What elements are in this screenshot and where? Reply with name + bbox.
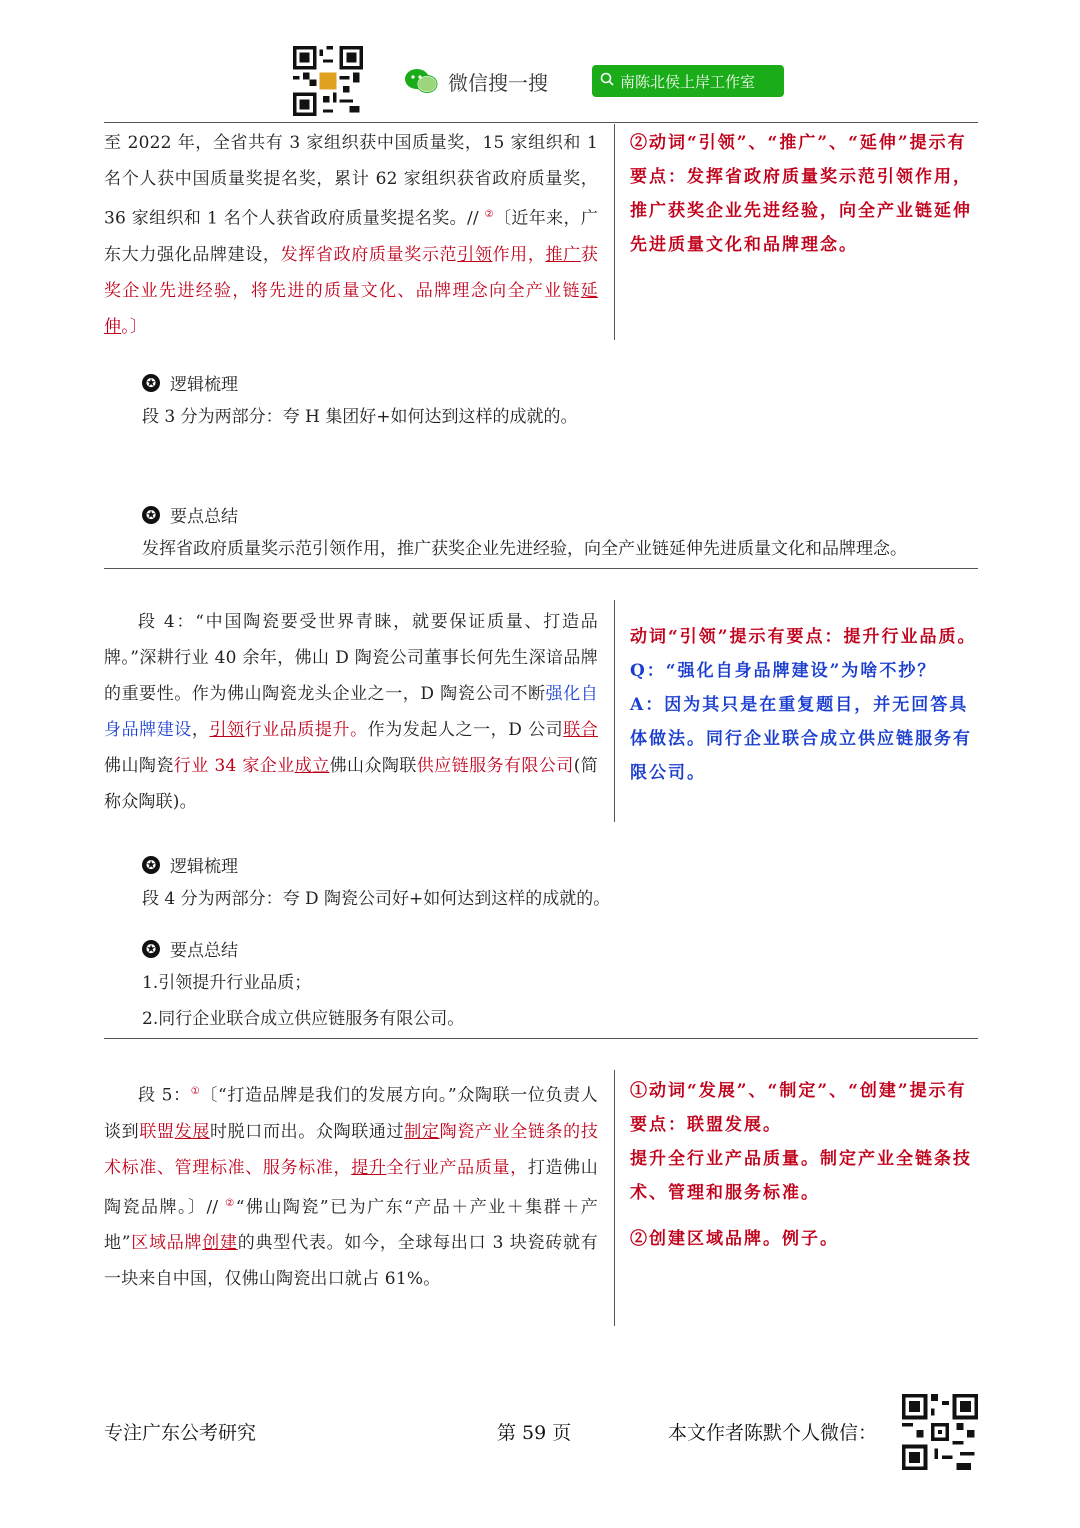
para1-highlight-b: 作用，: [492, 244, 546, 265]
logic-heading-label: 逻辑梳理: [170, 857, 238, 877]
search-button[interactable]: [592, 65, 784, 97]
paragraph-block-1: [104, 125, 598, 345]
logic-heading-1: [142, 370, 238, 395]
para3-text-b: 〔“打造品牌是我们的发展方向。”众陶联一位负责人谈到: [104, 1085, 598, 1142]
para2-text: 段 4：“中国陶瓷要受世界青睐，就要保证质量、打造品牌。”深耕行业 40 余年，佛山 D 陶瓷公司董事长何先生深谙品牌的重要性。作为佛山陶瓷龙头企业之一，D 陶瓷公司不断: [104, 612, 598, 704]
para3-verb-chuangjian: 创建: [202, 1233, 238, 1254]
para3-text-g: “佛山陶瓷”已为广东“产品＋产业＋集群＋产地”: [104, 1197, 598, 1254]
para1-highlight-d: 。〕: [121, 316, 148, 337]
search-icon: [600, 72, 614, 90]
para2-comma: ，: [191, 720, 210, 740]
column-divider-3: [614, 1070, 615, 1326]
section-divider-2: [104, 1038, 978, 1039]
para1-text-b: 〔近年来，广东大力强化品牌建设，: [104, 208, 599, 265]
note3-line3: ②创建区域品牌。例子。: [630, 1229, 839, 1249]
para3-verb-tisheng: 提升: [351, 1157, 387, 1178]
para3-label: 段 5：: [138, 1085, 191, 1106]
para2-text-f: 作为发起人之一，D 公司: [367, 720, 564, 740]
logic-heading-2: [142, 852, 238, 877]
para2-verb-chengli: 成立: [294, 756, 330, 776]
summary-heading-label: 要点总结: [170, 507, 238, 527]
para1-verb-yinling: 引领: [457, 244, 493, 265]
wechat-logo-icon: [404, 67, 440, 95]
summary-heading-2: [142, 936, 238, 961]
summary-text-1: 发挥省政府质量奖示范引领作用，推广获奖企业先进经验，向全产业链延伸先进质量文化和品牌理念。: [142, 539, 907, 559]
logic-heading-label: 逻辑梳理: [170, 375, 238, 395]
note2-line1: 动词“引领”提示有要点：提升行业品质。: [630, 627, 977, 647]
star-bullet-icon: ✪: [142, 940, 160, 958]
summary-heading-label: 要点总结: [170, 941, 238, 961]
para1-verb-tuiguang: 推广: [545, 244, 581, 265]
note-block-3: [630, 1074, 980, 1256]
para2-highlight: 行业品质提升。: [244, 720, 368, 740]
logic-text-1: 段 3 分为两部分：夸 H 集团好+如何达到这样的成就的。: [142, 407, 578, 427]
footer-qr-code: [902, 1394, 978, 1470]
para2-text-k: 佛山众陶联: [329, 756, 417, 776]
wechat-search-label: 微信搜一搜: [448, 70, 548, 95]
footer-page-number: 第 59 页: [497, 1422, 572, 1444]
header-divider: [104, 122, 978, 123]
summary2-item-1: 1.引领提升行业品质；: [142, 973, 312, 993]
para2-highlight-i: 行业 34 家企业: [173, 756, 295, 776]
para3-verb-zhiding: 制定: [404, 1121, 440, 1142]
para1-text: 至 2022 年，全省共有 3 家组织获中国质量奖，15 家组织和 1 名个人获中国质量奖提名奖，累计 62 家组织获省政府质量奖，36 家组织和 1 名个人获省政府质量奖提名奖。//: [104, 133, 598, 229]
note-block-1: ②动词“引领”、“推广”、“延伸”提示有要点：发挥省政府质量奖示范引领作用，推广获奖企业先进经验，向全产业链延伸先进质量文化和品牌理念。: [630, 133, 972, 255]
para3-highlight-e4: 全行业产品质量，: [386, 1157, 528, 1178]
paragraph-block-3: [104, 1074, 598, 1297]
para2-brand-building: 强化自身品牌建设: [104, 684, 598, 740]
para2-verb-lianhe: 联合: [563, 720, 599, 740]
footer-right: 本文作者陈默个人微信：: [668, 1422, 878, 1444]
para1-marker: ②: [484, 209, 494, 220]
para3-text-f: 打造佛山陶瓷品牌。〕//: [104, 1157, 598, 1218]
search-label: 南陈北侯上岸工作室: [620, 72, 756, 91]
para2-text-h: 佛山陶瓷: [104, 756, 174, 776]
note2-question: Q：“强化自身品牌建设”为啥不抄？: [630, 661, 937, 681]
note2-answer: [630, 688, 980, 790]
para3-text-d: 时脱口而出。众陶联通过: [209, 1121, 405, 1142]
para3-verb-fazhan: 发展: [174, 1121, 210, 1142]
para3-marker-1: ①: [190, 1086, 201, 1097]
para3-text-i: 的典型代表。如今，全球每出口 3 块瓷砖就有一块来自中国，仅佛山陶瓷出口就占 61%。: [104, 1233, 599, 1290]
header-qr-code: [293, 46, 363, 116]
para1-verb-yanshen: 延伸: [104, 280, 598, 337]
summary-heading-1: [142, 502, 238, 527]
note3-line1: ①动词“发展”、“制定”、“创建”提示有要点：联盟发展。: [630, 1081, 967, 1135]
column-divider-1: [614, 124, 615, 340]
para1-highlight-c: 获奖企业先进经验，将先进的质量文化、品牌理念向全产业链: [104, 244, 599, 301]
para3-marker-2: ②: [225, 1197, 236, 1209]
para2-text-m: (简称众陶联)。: [104, 756, 599, 812]
para2-verb-yinling: 引领: [209, 720, 245, 740]
star-bullet-icon: ✪: [142, 856, 160, 874]
paragraph-block-2: [104, 604, 598, 820]
wechat-search-brand: [404, 66, 548, 96]
star-bullet-icon: ✪: [142, 374, 160, 392]
note-block-2: [630, 620, 980, 790]
summary2-item-2: 2.同行企业联合成立供应链服务有限公司。: [142, 1009, 465, 1029]
note2-answer-text: A：因为其只是在重复题目，并无回答具体做法。同行企业联合成立供应链服务有限公司。: [630, 695, 972, 783]
para3-highlight-lianmeng: 联盟: [139, 1121, 175, 1142]
column-divider-2: [614, 600, 615, 822]
footer-left: 专注广东公考研究: [104, 1422, 257, 1444]
para3-highlight-e: 陶瓷产业全链条的技术标准、管理标准、服务标准，: [104, 1121, 599, 1178]
para1-highlight-a: 发挥省政府质量奖示范: [280, 244, 458, 265]
para2-highlight-l: 供应链服务有限公司: [416, 756, 574, 776]
logic-text-2: 段 4 分为两部分：夸 D 陶瓷公司好+如何达到这样的成就的。: [142, 889, 611, 909]
section-divider: [104, 568, 978, 569]
para3-highlight-region: 区域品牌: [130, 1233, 203, 1254]
star-bullet-icon: ✪: [142, 506, 160, 524]
note3-line2: 提升全行业产品质量。制定产业全链条技术、管理和服务标准。: [630, 1149, 972, 1203]
